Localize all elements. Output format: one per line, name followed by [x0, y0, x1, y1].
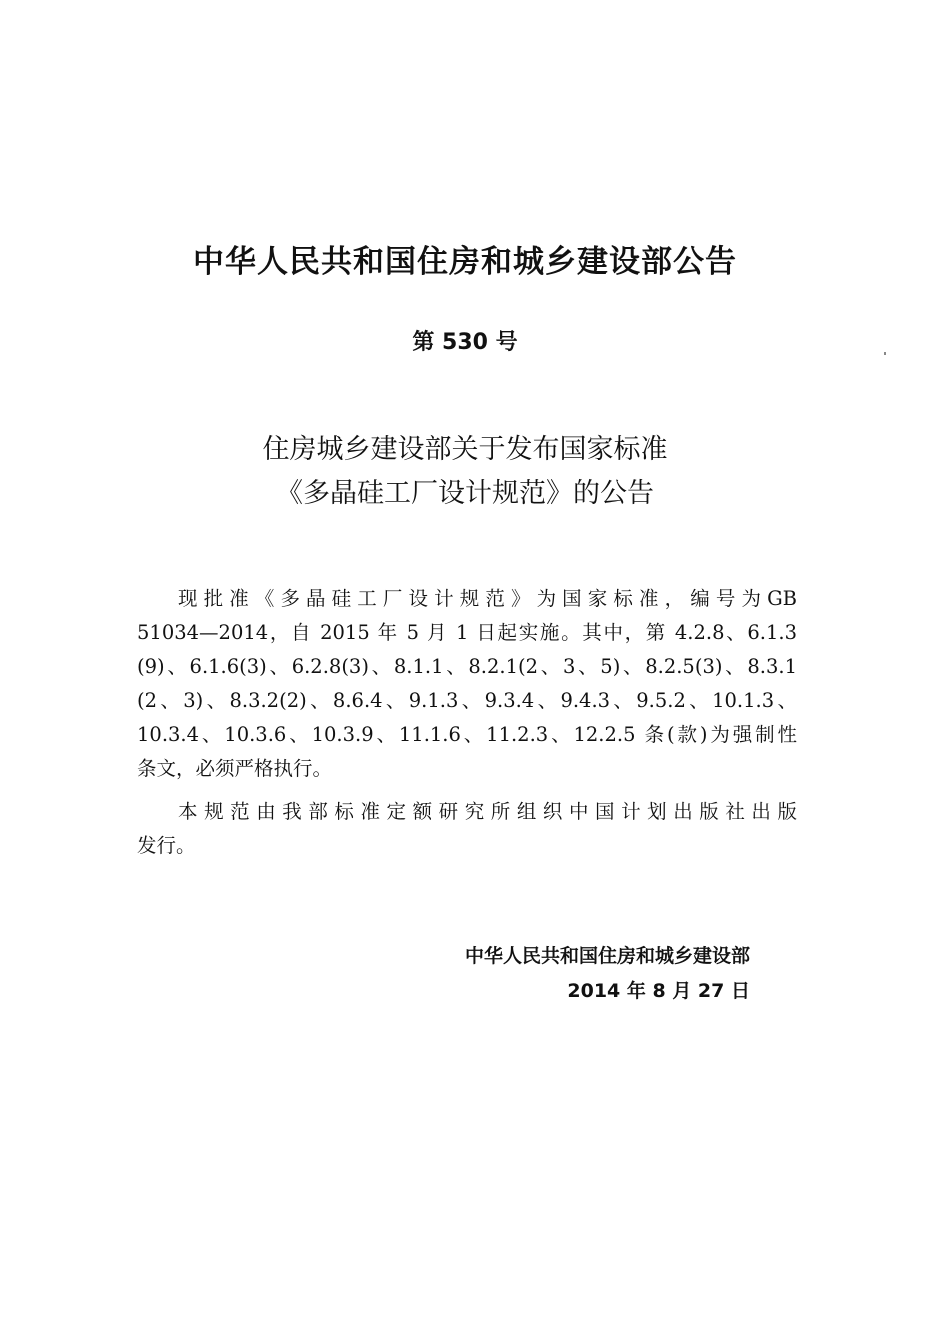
body-line: 条文，必须严格执行。	[137, 757, 333, 780]
body-line: 51034—2014，自 2015 年 5 月 1 日起实施。其中，第 4.2.8、6.1.3	[137, 621, 797, 644]
announcement-subtitle-line-2: 《多晶硅工厂设计规范》的公告	[276, 478, 654, 509]
body-line: 发行。	[137, 834, 196, 857]
signature-date: 2014 年 8 月 27 日	[567, 980, 750, 1002]
signature-organization: 中华人民共和国住房和城乡建设部	[464, 945, 750, 967]
scan-speck	[884, 352, 886, 355]
announcement-number: 第 530 号	[412, 330, 518, 355]
body-line: (2、3)、8.3.2(2)、8.6.4、9.1.3、9.3.4、9.4.3、9.5.2、10.1.3、	[137, 689, 797, 712]
body-line: 本规范由我部标准定额研究所组织中国计划出版社出版	[178, 800, 797, 823]
announcement-title: 中华人民共和国住房和城乡建设部公告	[193, 244, 737, 280]
body-line: (9)、6.1.6(3)、6.2.8(3)、8.1.1、8.2.1(2、3、5)、8.2.5(3)、8.3.1	[137, 655, 797, 678]
body-line: 10.3.4、10.3.6、10.3.9、11.1.6、11.2.3、12.2.5 条(款)为强制性	[137, 723, 797, 746]
body-line: 现批准《多晶硅工厂设计规范》为国家标准，编号为GB	[178, 587, 797, 610]
announcement-subtitle-line-1: 住房城乡建设部关于发布国家标准	[262, 434, 668, 465]
